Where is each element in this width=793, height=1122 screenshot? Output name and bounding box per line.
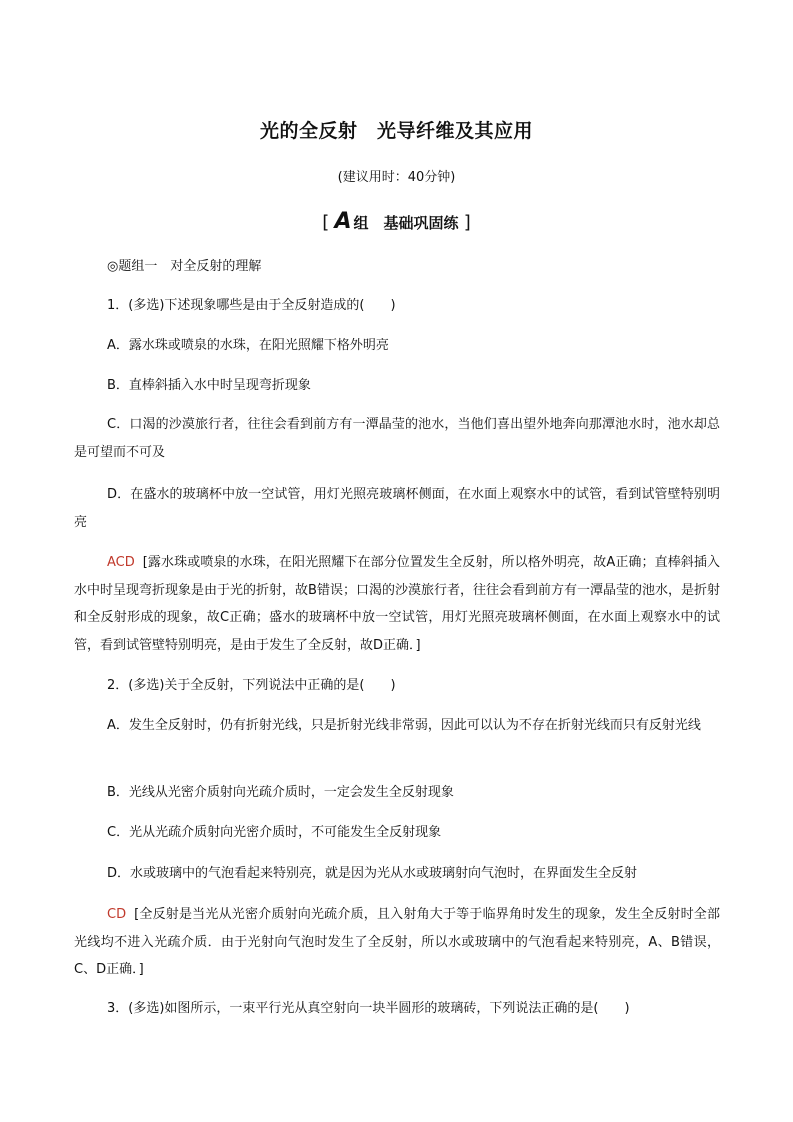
q1-option-b: B．直棒斜插入水中时呈现弯折现象 — [107, 378, 311, 393]
page-title: 光的全反射 光导纤维及其应用 — [259, 120, 533, 142]
q1-option-d: D．在盛水的玻璃杯中放一空试管，用灯光照亮玻璃杯侧面，在水面上观察水中的试管，看到试管壁特别明亮 — [74, 487, 720, 530]
q2-answer-block — [74, 901, 720, 984]
q1-answer-block — [74, 549, 720, 659]
suggested-time: (建议用时：40分钟) — [337, 170, 456, 185]
q2-option-a: A．发生全反射时，仍有折射光线，只是折射光线非常弱，因此可以认为不存在折射光线而只有反射光线 — [107, 718, 701, 733]
q2-stem: 2．(多选)关于全反射，下列说法中正确的是( ) — [107, 678, 396, 693]
group-letter: A — [334, 209, 352, 234]
q2-answer: CD — [107, 907, 127, 922]
q1-stem: 1．(多选)下述现象哪些是由于全反射造成的( ) — [107, 298, 396, 313]
group-label: 组 基础巩固练 — [353, 214, 459, 232]
group-open-bracket: [ — [322, 212, 330, 233]
q2-option-d: D．水或玻璃中的气泡看起来特别亮，就是因为光从水或玻璃射向气泡时，在界面发生全反射 — [107, 866, 638, 881]
q2-explanation: [全反射是当光从光密介质射向光疏介质，且入射角大于等于临界角时发生的现象，发生全反射时全部光线均不进入光疏介质．由于光射向气泡时发生了全反射，所以水或玻璃中的气泡看起来特别亮，A、B错误，C、D正确．] — [74, 907, 720, 977]
q1-answer: ACD — [107, 555, 135, 570]
group-header — [0, 209, 793, 234]
q1-option-c: C．口渴的沙漠旅行者，往往会看到前方有一潭晶莹的池水，当他们喜出望外地奔向那潭池水时，池水却总是可望而不可及 — [74, 417, 720, 460]
q2-option-c: C．光从光疏介质射向光密介质时，不可能发生全反射现象 — [107, 825, 442, 840]
q1-explanation: [露水珠或喷泉的水珠，在阳光照耀下在部分位置发生全反射，所以格外明亮，故A正确；直棒斜插入水中时呈现弯折现象是由于光的折射，故B错误；口渴的沙漠旅行者，往往会看到前方有一潭晶莹的池水，是折射和全反射形成的现象，故C正确；盛水的玻璃杯中放一空试管，用灯光照亮玻璃杯侧面，在水面上观察水中的试管，看到试管壁特别明亮，是由于发生了全反射，故D正确．] — [74, 555, 720, 653]
q2-option-b: B．光线从光密介质射向光疏介质时，一定会发生全反射现象 — [107, 785, 454, 800]
topic-heading: ◎题组一 对全反射的理解 — [107, 259, 262, 274]
q3-stem: 3．(多选)如图所示，一束平行光从真空射向一块半圆形的玻璃砖，下列说法正确的是( ) — [107, 1001, 630, 1016]
q1-option-a: A．露水珠或喷泉的水珠，在阳光照耀下格外明亮 — [107, 338, 389, 353]
group-close-bracket: ] — [463, 212, 471, 233]
